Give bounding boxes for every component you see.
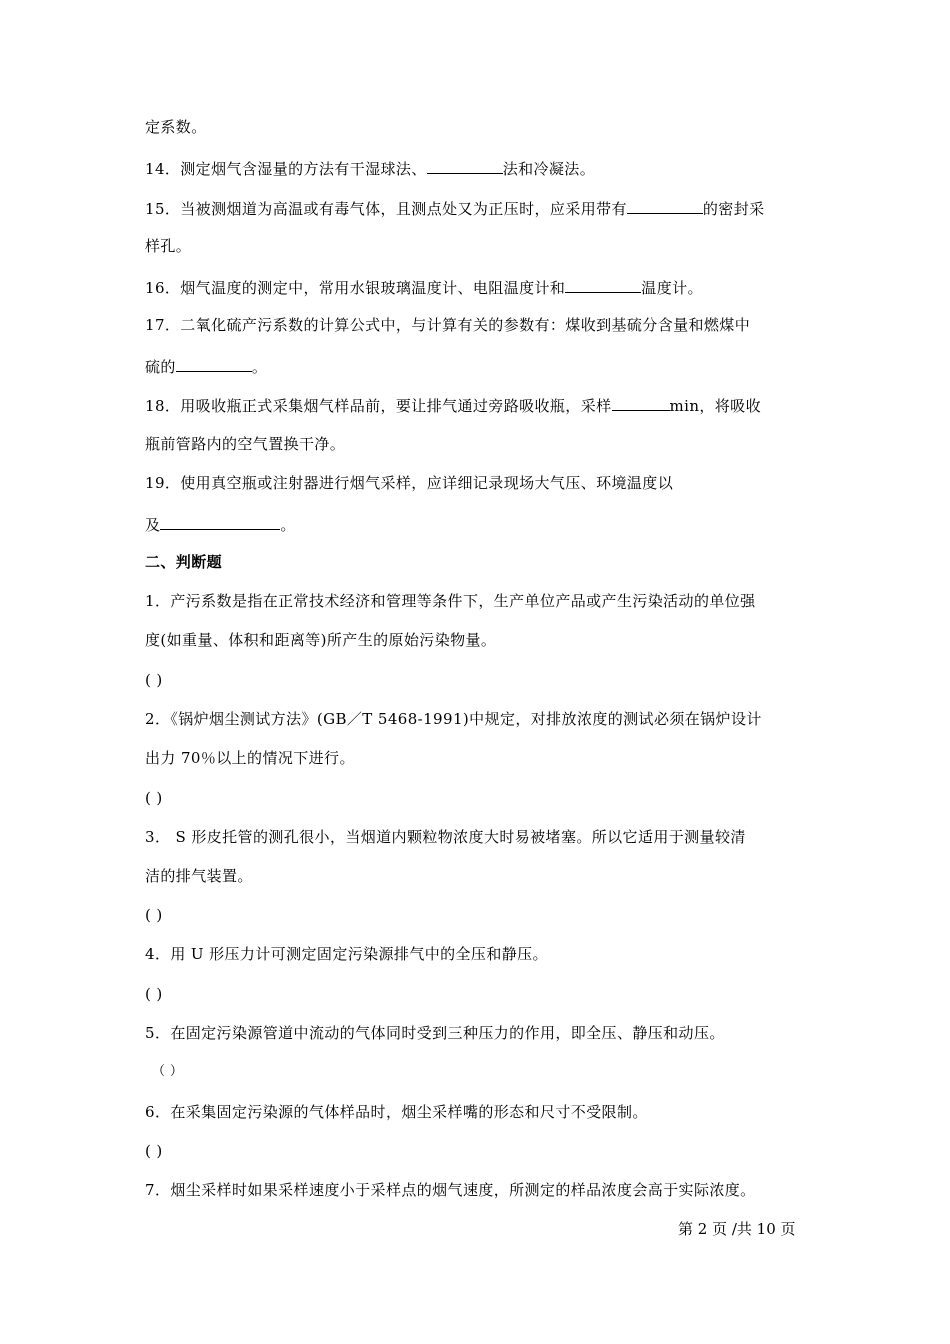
text-line <box>145 748 810 768</box>
text-line <box>145 117 810 137</box>
text-line <box>145 236 810 256</box>
judge-5 <box>145 1023 810 1043</box>
text-line <box>145 866 810 886</box>
question-text: 19．使用真空瓶或注射器进行烟气采样，应详细记录现场大气压、环境温度以 <box>145 474 674 492</box>
question-text: 法和冷凝法。 <box>502 160 596 178</box>
answer-paren-text: ( ) <box>145 1142 163 1160</box>
text-line <box>145 434 810 454</box>
fill-blank <box>427 157 503 174</box>
question-text: 18．用吸收瓶正式采集烟气样品前，要让排气通过旁路吸收瓶，采样 <box>145 397 612 415</box>
fill-blank <box>565 276 641 293</box>
fill-blank <box>627 197 703 214</box>
fill-blank <box>160 513 280 530</box>
judge-7 <box>145 1180 810 1200</box>
answer-paren-text: ( ) <box>145 789 163 807</box>
question-text: 。 <box>251 358 268 376</box>
question-17 <box>145 315 810 335</box>
question-text: 及 <box>145 516 161 534</box>
question-text: 瓶前管路内的空气置换干净。 <box>145 435 346 453</box>
question-16 <box>145 276 810 298</box>
answer-paren <box>145 905 810 925</box>
question-text: 4．用 U 形压力计可测定固定污染源排气中的全压和静压。 <box>145 945 548 963</box>
question-text: 洁的排气装置。 <box>145 867 253 885</box>
section-title: 二、判断题 <box>145 553 223 571</box>
question-text: 6．在采集固定污染源的气体样品时，烟尘采样嘴的形态和尺寸不受限制。 <box>145 1103 648 1121</box>
fill-blank <box>176 355 252 372</box>
text-line <box>145 355 810 377</box>
question-14 <box>145 157 810 179</box>
question-text: 度(如重量、体积和距离等)所产生的原始污染物量。 <box>145 631 497 649</box>
question-text: 3． S 形皮托管的测孔很小，当烟道内颗粒物浓度大时易被堵塞。所以它适用于测量较清 <box>145 828 746 846</box>
question-text: 5．在固定污染源管道中流动的气体同时受到三种压力的作用，即全压、静压和动压。 <box>145 1024 725 1042</box>
answer-paren <box>145 984 810 1004</box>
question-18 <box>145 394 810 416</box>
answer-paren <box>152 1062 817 1082</box>
answer-paren-text: ( ) <box>145 906 163 924</box>
section-heading <box>145 552 810 572</box>
judge-6 <box>145 1102 810 1122</box>
question-text: 出力 70％以上的情况下进行。 <box>145 749 355 767</box>
question-text: 7．烟尘采样时如果采样速度小于采样点的烟气速度，所测定的样品浓度会高于实际浓度。 <box>145 1181 756 1199</box>
question-text: 。 <box>280 516 296 534</box>
judge-1 <box>145 591 810 611</box>
judge-4 <box>145 944 810 964</box>
question-text: 2．《锅炉烟尘测试方法》(GB／T 5468-1991)中规定，对排放浓度的测试必须在锅炉设计 <box>145 710 762 728</box>
line-text: 定系数。 <box>145 118 207 136</box>
question-text: 16．烟气温度的测定中，常用水银玻璃温度计、电阻温度计和 <box>145 279 566 297</box>
question-19 <box>145 473 810 493</box>
page-number <box>678 1219 796 1239</box>
text-line <box>145 630 810 650</box>
question-text: 1．产污系数是指在正常技术经济和管理等条件下，生产单位产品或产生污染活动的单位强 <box>145 592 756 610</box>
answer-paren-text: ( ) <box>145 985 163 1003</box>
judge-3 <box>145 827 810 847</box>
text-line <box>145 513 810 535</box>
question-text: 样孔。 <box>145 237 192 255</box>
answer-paren <box>145 788 810 808</box>
page-number-text: 第 2 页 /共 10 页 <box>678 1220 796 1238</box>
question-text: 17．二氧化硫产污系数的计算公式中，与计算有关的参数有：煤收到基硫分含量和燃煤中 <box>145 316 751 334</box>
answer-paren-text: ( ) <box>145 671 163 689</box>
question-text: 硫的 <box>145 358 176 376</box>
question-15 <box>145 197 810 219</box>
question-text: 14．测定烟气含湿量的方法有干湿球法、 <box>145 160 427 178</box>
question-text: 的密封采 <box>702 200 765 218</box>
question-text: min，将吸收 <box>669 397 761 415</box>
answer-paren <box>145 1141 810 1161</box>
question-text: 温度计。 <box>641 279 703 297</box>
answer-paren-text: （ ） <box>152 1064 184 1079</box>
question-text: 15．当被测烟道为高温或有毒气体，且测点处又为正压时，应采用带有 <box>145 200 627 218</box>
fill-blank <box>612 394 670 411</box>
judge-2 <box>145 709 810 729</box>
answer-paren <box>145 670 810 690</box>
